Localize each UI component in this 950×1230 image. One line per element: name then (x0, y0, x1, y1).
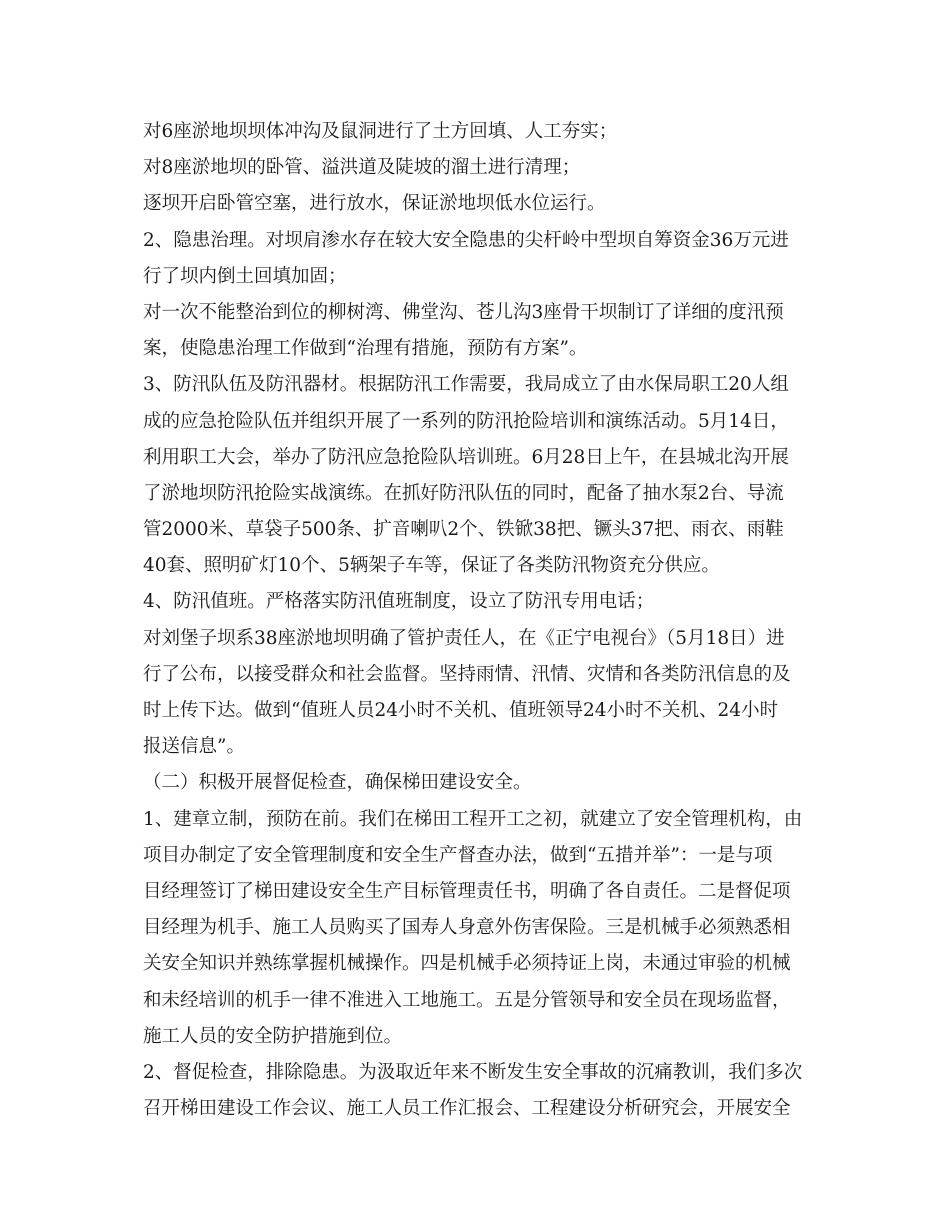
text-line: 3、防汛队伍及防汛器材。根据防汛工作需要，我局成立了由水保局职工20人组 (143, 374, 789, 396)
text-line: 关安全知识并熟练掌握机械操作。四是机械手必须持证上岗，未通过审验的机械 (143, 953, 791, 975)
section-heading: （二）积极开展督促检查，确保梯田建设安全。 (143, 772, 532, 794)
text-line: 4、防汛值班。严格落实防汛值班制度，设立了防汛专用电话； (143, 591, 655, 613)
document-body (143, 114, 808, 1127)
text-line: 对刘堡子坝系38座淤地坝明确了管护责任人，在《正宁电视台》（5月18日）进 (143, 627, 785, 649)
text-line: 和未经培训的机手一律不准进入工地施工。五是分管领导和安全员在现场监督， (143, 989, 791, 1011)
text-line: 2、隐患治理。对坝肩渗水存在较大安全隐患的尖杆岭中型坝自筹资金36万元进 (143, 229, 789, 251)
text-line: 目经理为机手、施工人员购买了国寿人身意外伤害保险。三是机械手必须熟悉相 (143, 917, 791, 939)
text-line: 项目办制定了安全管理制度和安全生产督查办法，做到“五措并举”：一是与项 (143, 844, 773, 866)
text-line: 对6座淤地坝坝体冲沟及鼠洞进行了土方回填、人工夯实； (143, 121, 618, 142)
text-line: 40套、照明矿灯10个、5辆架子车等，保证了各类防汛物资充分供应。 (143, 555, 720, 577)
text-line: 管2000米、草袋子500条、扩音喇叭2个、铁锨38把、镢头37把、雨衣、雨鞋 (143, 519, 784, 541)
text-line: 2、督促检查，排除隐患。为汲取近年来不断发生安全事故的沉痛教训，我们多次 (143, 1061, 803, 1083)
text-line: 案，使隐患治理工作做到“治理有措施，预防有方案”。 (143, 338, 588, 360)
text-line: 报送信息”。 (143, 736, 245, 758)
text-line: 1、建章立制，预防在前。我们在梯田工程开工之初，就建立了安全管理机构，由 (143, 808, 803, 830)
text-line: 逐坝开启卧管空塞，进行放水，保证淤地坝低水位运行。 (143, 193, 606, 215)
text-line: 召开梯田建设工作会议、施工人员工作汇报会、工程建设分析研究会，开展安全 (143, 1098, 791, 1120)
text-line: 对8座淤地坝的卧管、溢洪道及陡坡的溜土进行清理； (143, 157, 581, 179)
text-line: 利用职工大会，举办了防汛应急抢险队培训班。6月28日上午，在县城北沟开展 (143, 446, 789, 468)
text-line: 时上传下达。做到“值班人员24小时不关机、值班领导24小时不关机、24小时 (143, 700, 779, 721)
text-line: 目经理签订了梯田建设安全生产目标管理责任书，明确了各自责任。二是督促项 (143, 880, 791, 902)
text-line: 对一次不能整治到位的柳树湾、佛堂沟、苍儿沟3座骨干坝制订了详细的度汛预 (143, 301, 784, 323)
text-line: 行了坝内倒土回填加固； (143, 265, 347, 287)
text-line: 成的应急抢险队伍并组织开展了一系列的防汛抢险培训和演练活动。5月14日， (143, 410, 789, 432)
text-line: 了淤地坝防汛抢险实战演练。在抓好防汛队伍的同时，配备了抽水泵2台、导流 (143, 482, 784, 504)
text-line: 施工人员的安全防护措施到位。 (143, 1025, 403, 1047)
text-line: 行了公布，以接受群众和社会监督。坚持雨情、汛情、灾情和各类防汛信息的及 (143, 663, 791, 685)
